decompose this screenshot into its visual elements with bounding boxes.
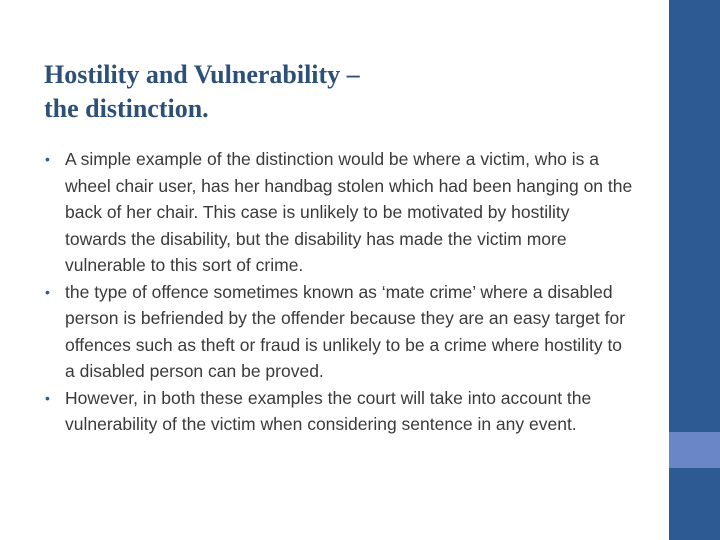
- bullet-text-2: the type of offence sometimes known as ‘mate crime’ where a disabled person is befriended by the offender because they are an easy target for offences such as theft or fraud is unlikely to be a crime where hostility to a disabled person can be proved.: [65, 281, 626, 381]
- bullet-item-1: [44, 146, 634, 279]
- bullet-text-1: A simple example of the distinction would be where a victim, who is a wheel chair user, has her handbag stolen which had been hanging on the back of her chair. This case is unlikely to be motivated by hostility towards the disability, but the disability has made the victim more vulnerable to this sort of crime.: [65, 149, 633, 275]
- title-line-1: Hostility and Vulnerability –: [44, 60, 360, 89]
- title-line-2: the distinction.: [44, 94, 209, 123]
- bullet-item-3: [44, 385, 634, 438]
- bullet-list: [44, 146, 634, 438]
- bullet-icon: •: [45, 151, 50, 167]
- sidebar-accent-block: [669, 432, 720, 468]
- bullet-text-3: However, in both these examples the court will take into account the vulnerability of the victim when considering sentence in any event.: [65, 387, 592, 434]
- bullet-icon: •: [45, 389, 50, 406]
- slide-title: [44, 58, 644, 126]
- bullet-icon: •: [45, 283, 50, 300]
- bullet-item-2: [44, 279, 634, 385]
